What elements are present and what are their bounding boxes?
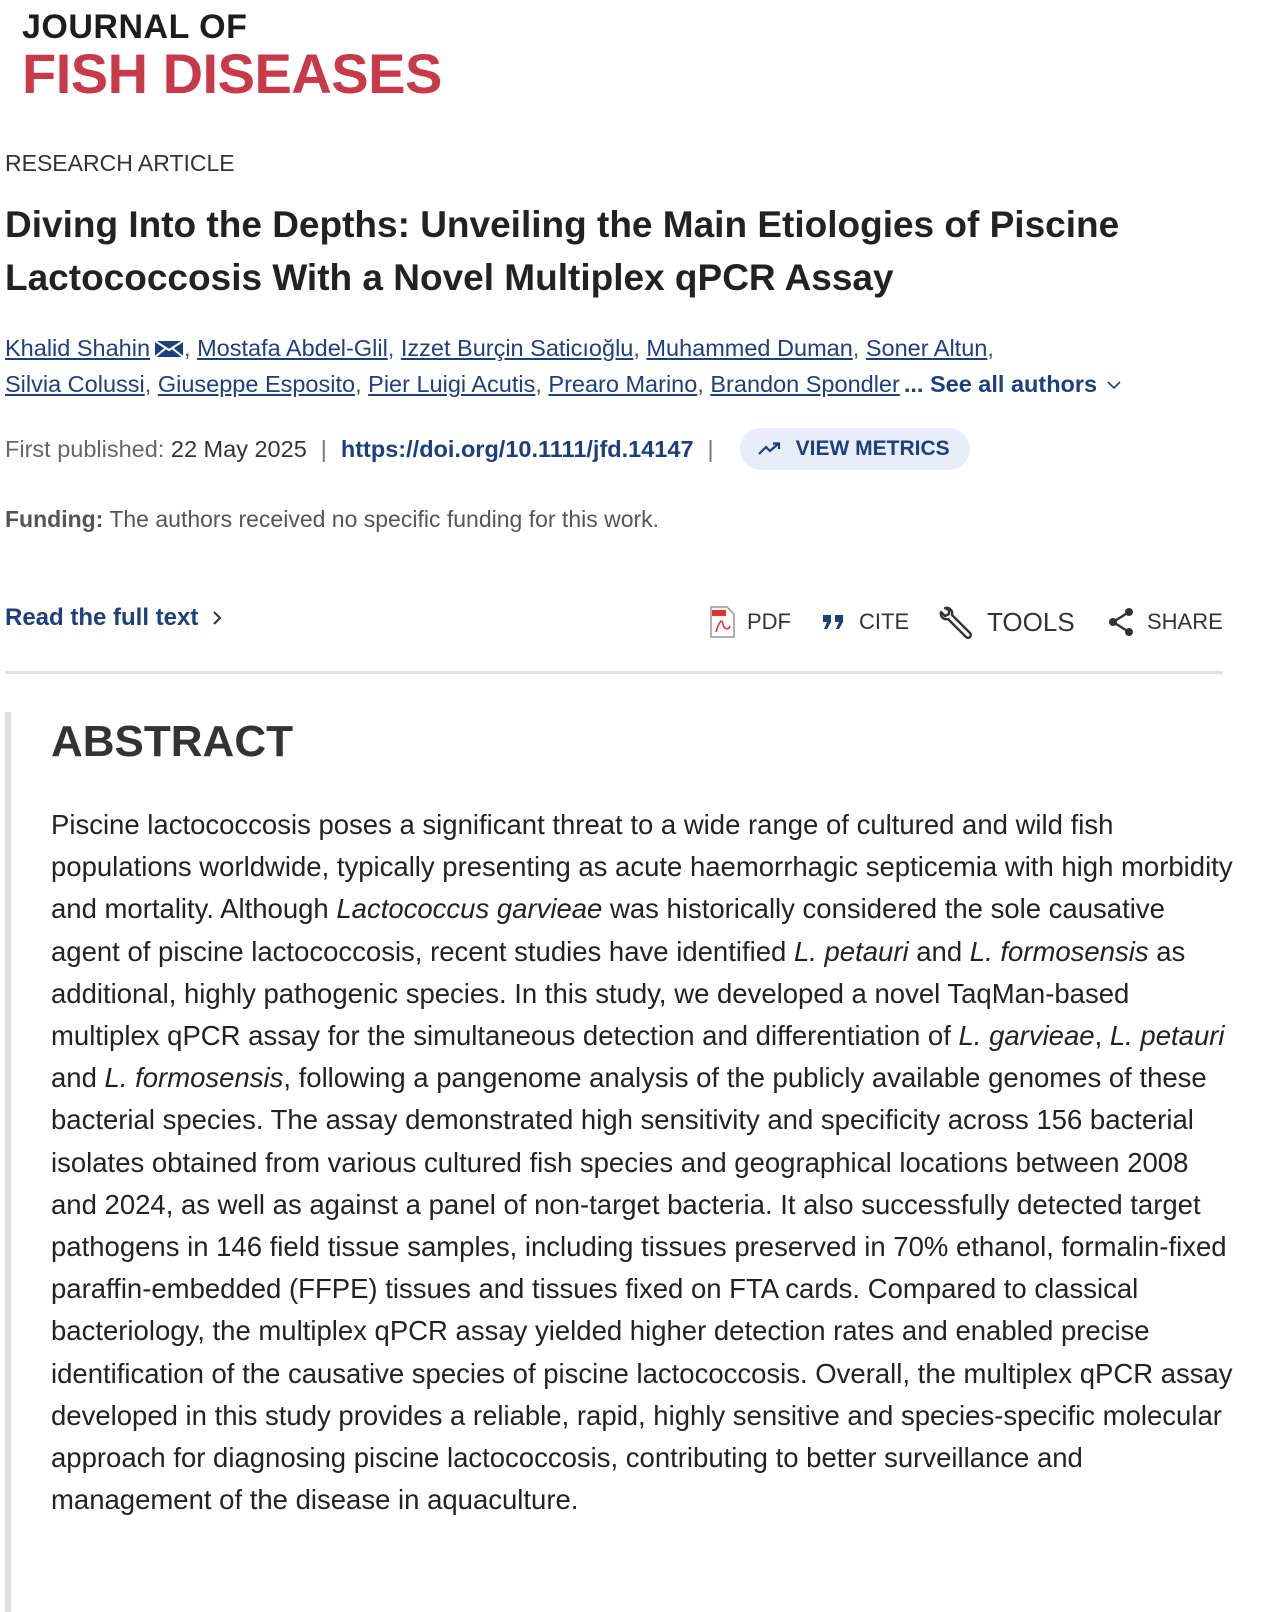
wrench-icon — [939, 604, 975, 640]
chevron-down-icon — [1107, 380, 1121, 390]
author-link[interactable]: Muhammed Duman — [646, 335, 853, 361]
tools-button[interactable]: TOOLS — [939, 600, 1075, 644]
funding-statement — [5, 506, 659, 533]
abstract-text: Piscine lactococcosis poses a significant threat to a wide range of cultured and wild fish populations worldwide, typically presenting as acute haemorrhagic septicemia with high morbidity and mortality. Although Lactococcus garvieae was historically considered the sole causative agent of piscine lactococcosis, recent studies have identified L. petauri and L. formosensis as additional, highly pathogenic species. In this study, we developed a novel TaqMan-based multiplex qPCR assay for the simultaneous detection and differentiation of L. garvieae, L. petauri and L. formosensis, following a pangenome analysis of the publicly available genomes of these bacterial species. The assay demonstrated high sensitivity and specificity across 156 bacterial isolates obtained from various cultured fish species and geographical locations between 2008 and 2024, as well as against a panel of non-target bacteria. It also successfully detected target pathogens in 146 field tissue samples, including tissues preserved in 70% ethanol, formalin-fixed paraffin-embedded (FFPE) tissues and tissues fixed on FTA cards. Compared to classical bacteriology, the multiplex qPCR assay yielded higher detection rates and enabled precise identification of the causative species of piscine lactococcosis. Overall, the multiplex qPCR assay developed in this study provides a reliable, rapid, highly sensitive and species-specific molecular approach for diagnosing piscine lactococcosis, contributing to better surveillance and management of the disease in aquaculture. — [51, 809, 1233, 1516]
author-link[interactable]: Giuseppe Esposito — [157, 371, 356, 397]
read-full-text-link[interactable]: Read the full text — [5, 604, 222, 632]
article-toolbar — [5, 600, 1223, 644]
article-title: Diving Into the Depths: Unveiling the Main Etiologies of Piscine Lactococcosis With a Novel Multiplex qPCR Assay — [5, 204, 1120, 298]
toolbar-divider — [5, 671, 1223, 674]
separator: | — [707, 435, 714, 462]
article-type: RESEARCH ARTICLE — [5, 150, 235, 176]
author-link[interactable]: Mostafa Abdel-Glil — [197, 335, 388, 361]
author-list: Khalid Shahin , Mostafa Abdel-Glil, Izzet Burçin Saticıoğlu, Muhammed Duman, Soner Altun, Silvia Colussi, Giuseppe Esposito, Pier Luigi Acutis, Prearo Marino, Brandon Spondler ... See all authors — [5, 330, 1245, 402]
cite-button[interactable]: CITE — [821, 600, 909, 644]
share-icon — [1107, 607, 1135, 637]
author-link[interactable]: Silvia Colussi — [5, 371, 145, 397]
corresponding-author-mail-icon[interactable] — [154, 340, 184, 358]
author-link[interactable]: Brandon Spondler — [710, 371, 900, 397]
journal-logo-line2: FISH DISEASES — [22, 42, 442, 105]
abstract-heading: ABSTRACT — [51, 717, 293, 766]
pdf-file-icon — [709, 606, 735, 638]
see-all-authors-button[interactable]: ... See all authors — [904, 371, 1121, 397]
share-button[interactable]: SHARE — [1107, 600, 1223, 644]
author-link[interactable]: Soner Altun — [865, 335, 988, 361]
journal-logo-line1: JOURNAL OF — [22, 8, 248, 46]
trending-up-icon — [758, 442, 782, 456]
journal-logo[interactable] — [22, 8, 492, 105]
funding-label: Funding: — [5, 506, 104, 532]
author-link[interactable]: Izzet Burçin Saticıoğlu — [400, 335, 634, 361]
doi-link[interactable]: https://doi.org/10.1111/jfd.14147 — [340, 435, 694, 462]
author-link[interactable]: Pier Luigi Acutis — [368, 371, 536, 397]
abstract-section — [5, 712, 1251, 1612]
publication-info — [5, 428, 970, 470]
quote-icon — [821, 612, 847, 632]
author-link[interactable]: Khalid Shahin — [5, 335, 151, 361]
author-link[interactable]: Prearo Marino — [548, 371, 698, 397]
first-published-date: 22 May 2025 — [170, 435, 307, 462]
first-published-label: First published: — [5, 435, 165, 462]
pdf-button[interactable]: PDF — [709, 600, 791, 644]
funding-text: The authors received no specific funding for this work. — [109, 506, 660, 532]
view-metrics-button[interactable]: VIEW METRICS — [740, 428, 970, 470]
separator: | — [320, 435, 327, 462]
chevron-right-icon — [212, 610, 222, 626]
